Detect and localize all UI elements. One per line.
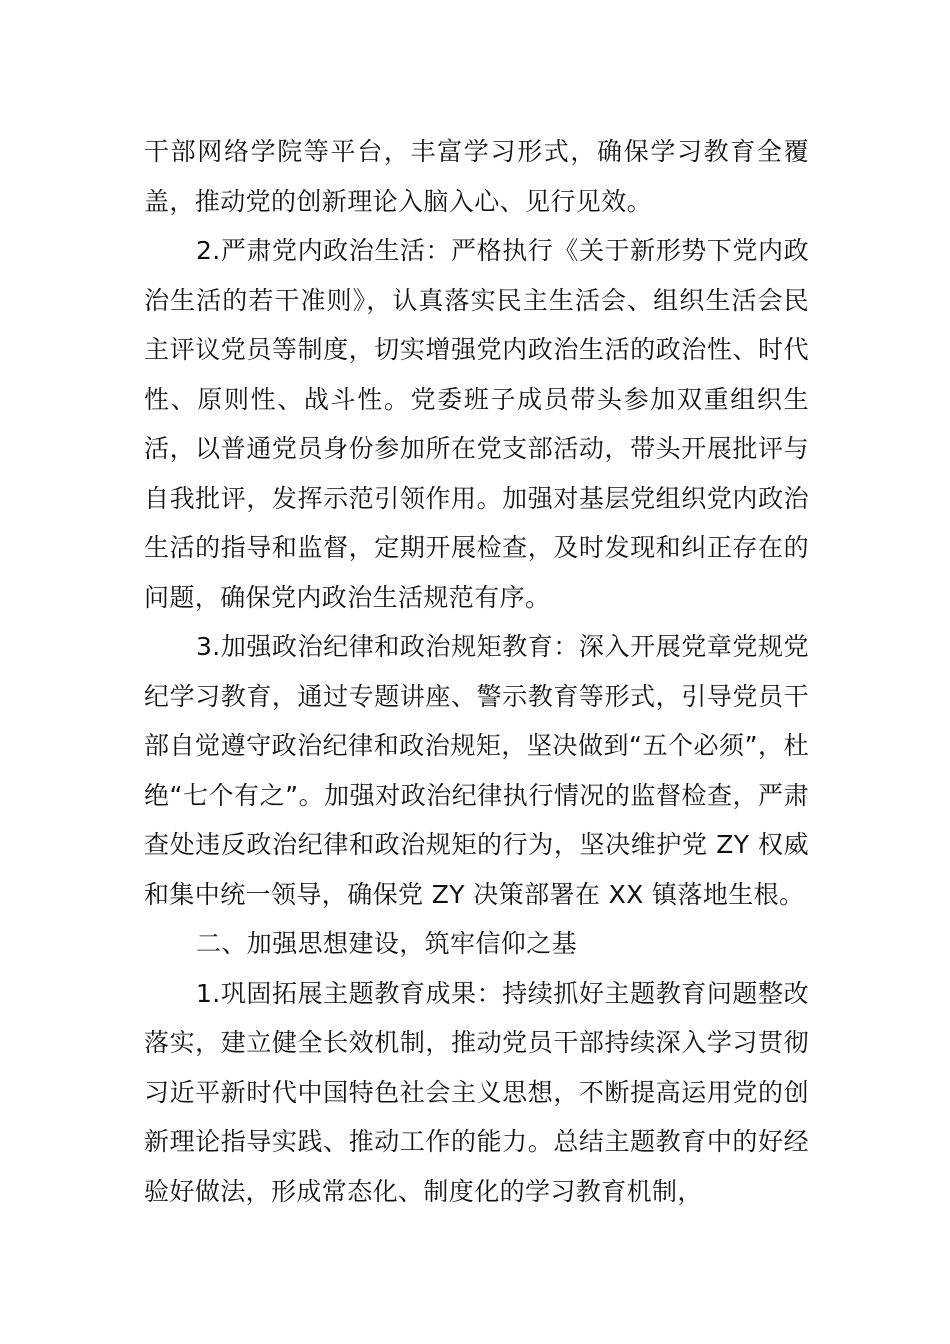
- paragraph-political-life: 2.严肃党内政治生活：严格执行《关于新形势下党内政治生活的若干准则》，认真落实民主生活会、组织生活会民主评议党员等制度，切实增强党内政治生活的政治性、时代性、原则性、战斗性。党委班子成员带头参加双重组织生活，以普通党员身份参加所在党支部活动，带头开展批评与自我批评，发挥示范引领作用。加强对基层党组织党内政治生活的指导和监督，定期开展检查，及时发现和纠正存在的问题，确保党内政治生活规范有序。: [144, 236, 809, 612]
- section-heading: 二、加强思想建设，筑牢信仰之基: [196, 929, 578, 958]
- paragraph-discipline-education: 3.加强政治纪律和政治规矩教育：深入开展党章党规党纪学习教育，通过专题讲座、警示教育等形式，引导党员干部自觉遵守政治纪律和政治规矩，坚决做到“五个必须”，杜绝“七个有之”。加强对政治纪律执行情况的监督检查，严肃查处违反政治纪律和政治规矩的行为，坚决维护党 ZY 权威和集中统一领导，确保党 ZY 决策部署在 XX 镇落地生根。: [144, 632, 809, 909]
- document-body: [144, 127, 809, 1216]
- paragraph-theme-education: 1.巩固拓展主题教育成果：持续抓好主题教育问题整改落实，建立健全长效机制，推动党员干部持续深入学习贯彻习近平新时代中国特色社会主义思想，不断提高运用党的创新理论指导实践、推动工作的能力。总结主题教育中的好经验好做法，形成常态化、制度化的学习教育机制，: [144, 978, 809, 1206]
- paragraph-continuation: 干部网络学院等平台，丰富学习形式，确保学习教育全覆盖，推动党的创新理论入脑入心、见行见效。: [144, 137, 809, 216]
